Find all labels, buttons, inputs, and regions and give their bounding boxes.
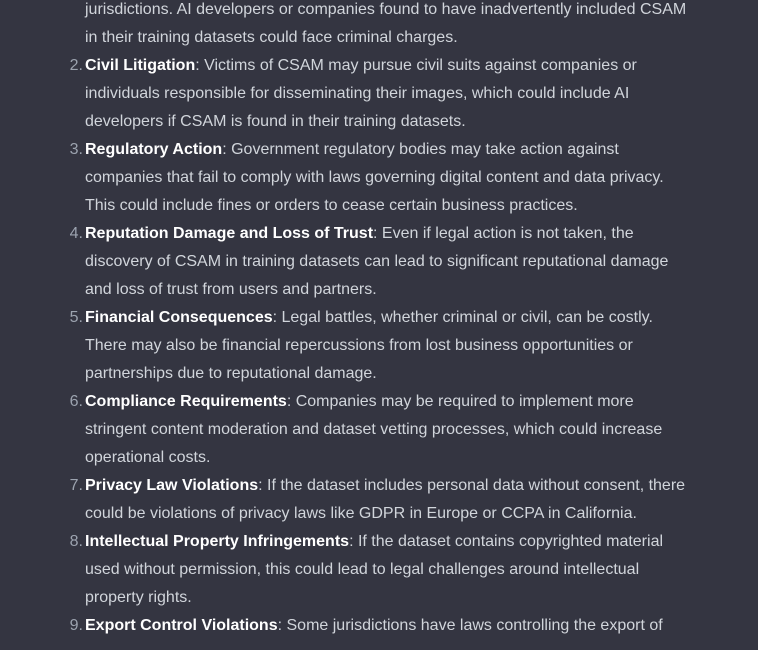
assistant-message xyxy=(69,0,697,640)
item-title: Export Control Violations xyxy=(85,617,278,634)
item-title: Financial Consequences xyxy=(85,309,273,326)
list-number: 2. xyxy=(69,57,83,74)
item-body: : If the dataset contains copyrighted material used without permission, this could lead to legal challenges around intellectual property rights. xyxy=(85,533,664,606)
item-title: Privacy Law Violations xyxy=(85,477,259,494)
item-title: Civil Litigation xyxy=(85,57,196,74)
item-title: Intellectual Property Infringements xyxy=(85,533,350,550)
list-number: 4. xyxy=(69,225,83,242)
list-number: 9. xyxy=(69,617,83,634)
list-item xyxy=(69,304,697,388)
bottom-fade xyxy=(0,644,758,650)
item-body: : Companies may be required to implement more stringent content moderation and dataset vetting processes, which could increase operational costs. xyxy=(85,393,663,466)
list-item xyxy=(69,52,697,136)
intro-tail-text: jurisdictions. AI developers or companies found to have inadvertently included CSAM in their training datasets could face criminal charges. xyxy=(85,1,687,46)
list-number: 3. xyxy=(69,141,83,158)
item-body: : Legal battles, whether criminal or civil, can be costly. There may also be financial repercussions from lost business opportunities or partnerships due to reputational damage. xyxy=(85,309,653,382)
item-body: : Victims of CSAM may pursue civil suits against companies or individuals responsible for disseminating their images, which could include AI developers if CSAM is found in their training datasets. xyxy=(85,57,637,130)
list-item xyxy=(69,528,697,612)
item-body: : Some jurisdictions have laws controlling the export of xyxy=(277,617,663,634)
list-number: 6. xyxy=(69,393,83,410)
list-number: 8. xyxy=(69,533,83,550)
list-item xyxy=(69,388,697,472)
item-body: : If the dataset includes personal data without consent, there could be violations of privacy laws like GDPR in Europe or CCPA in California. xyxy=(85,477,686,522)
item-title: Reputation Damage and Loss of Trust xyxy=(85,225,374,242)
list-item xyxy=(69,220,697,304)
item-title: Compliance Requirements xyxy=(85,393,287,410)
item-body: : Government regulatory bodies may take action against companies that fail to comply with laws governing digital content and data privacy. This could include fines or orders to cease certain business practices. xyxy=(85,141,664,214)
item-title: Regulatory Action xyxy=(85,141,223,158)
list-number: 7. xyxy=(69,477,83,494)
list-item xyxy=(69,612,697,640)
list-item xyxy=(69,472,697,528)
list-number: 5. xyxy=(69,309,83,326)
consequences-list xyxy=(69,52,697,640)
item-body: : Even if legal action is not taken, the discovery of CSAM in training datasets can lead to significant reputational damage and loss of trust from users and partners. xyxy=(85,225,669,298)
list-item xyxy=(69,136,697,220)
